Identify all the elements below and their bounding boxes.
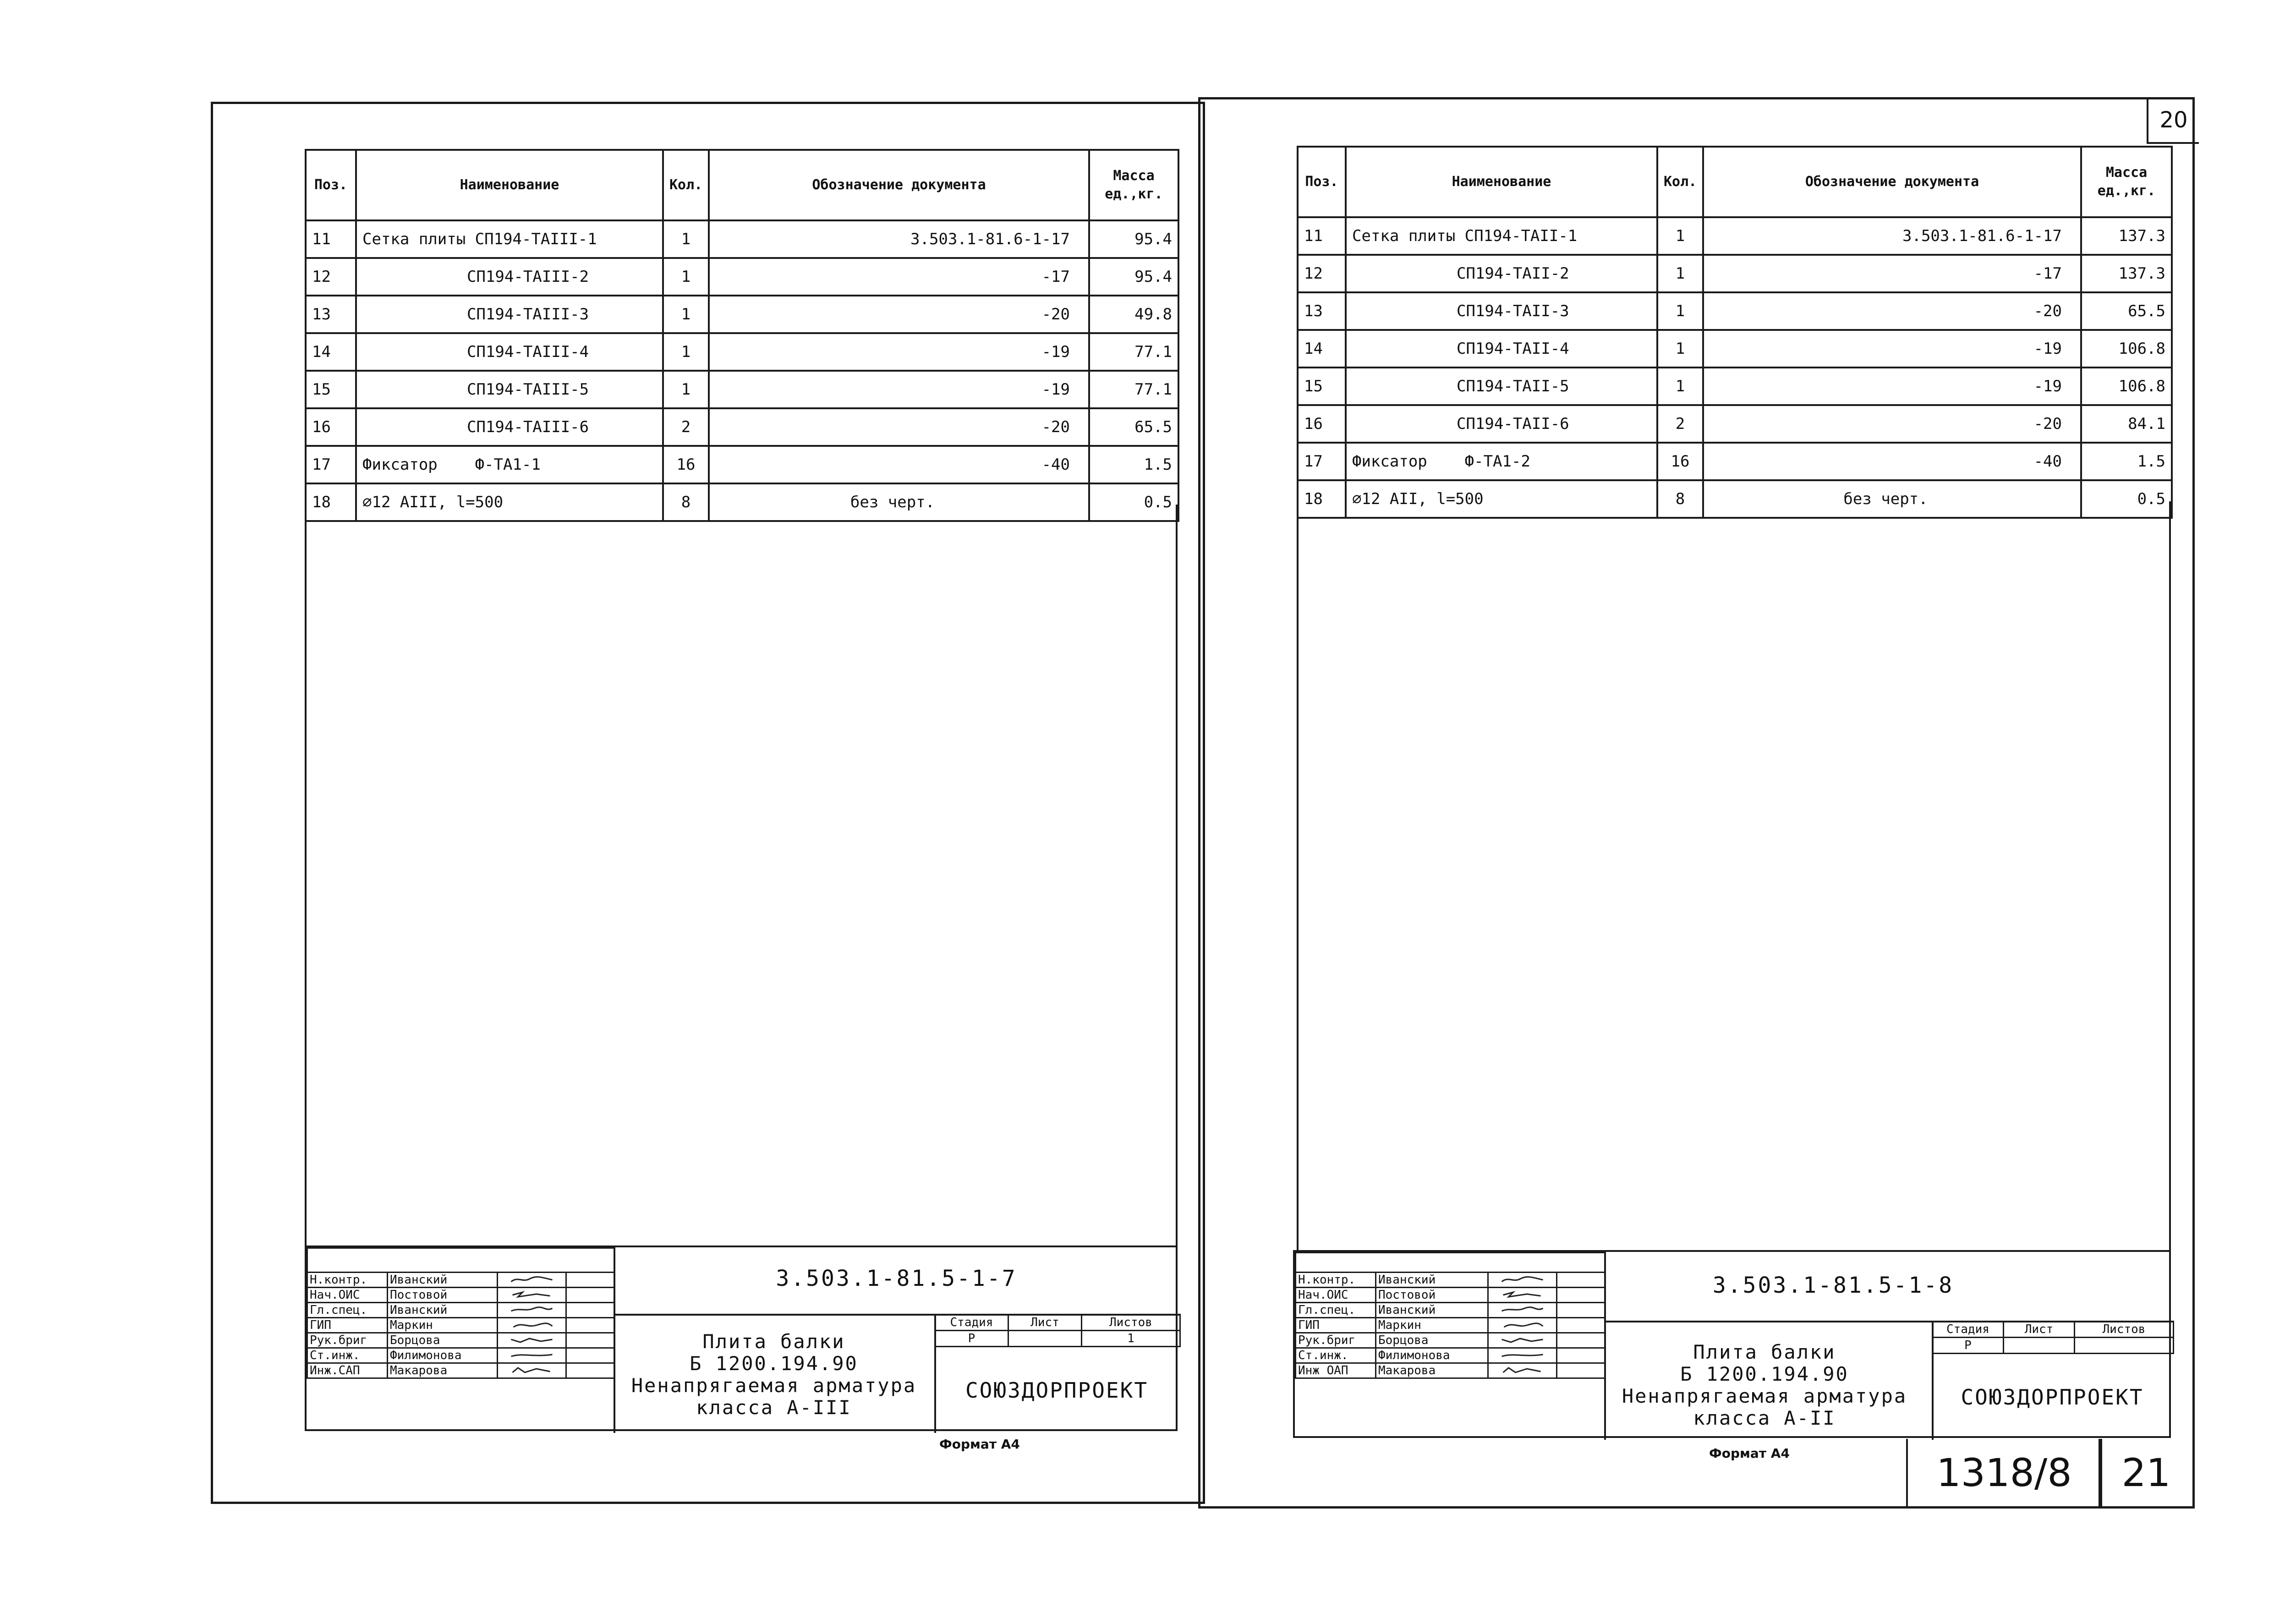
table-row: 18 ∅12 АIII, l=500 8 без черт. 0.5	[306, 483, 1178, 521]
signature-row: Н.контр. Иванский	[307, 1273, 614, 1288]
table-row: 17 Фиксатор Ф-ТА1-2 16 -40 1.5	[1298, 443, 2172, 480]
col-name: Наименование	[356, 150, 663, 220]
table-row: 13 СП194-ТАII-3 1 -20 65.5	[1298, 292, 2172, 330]
signature	[1488, 1333, 1557, 1348]
table-row: 12 СП194-ТАIII-2 1 -17 95.4	[306, 258, 1178, 296]
table-row: 16 СП194-ТАIII-6 2 -20 65.5	[306, 408, 1178, 446]
signature	[498, 1363, 566, 1378]
signature-row: Нач.ОИС Постовой	[1296, 1288, 1605, 1303]
col-doc: Обозначение документа	[1703, 147, 2081, 217]
signature	[498, 1333, 566, 1348]
right-organization: СОЮЗДОРПРОЕКТ	[1961, 1385, 2144, 1410]
col-pos: Поз.	[1298, 147, 1346, 217]
left-document-code: 3.503.1-81.5-1-7	[776, 1266, 1017, 1291]
table-row: 11 Сетка плиты СП194-ТАII-1 1 3.503.1-81.6-1-17 137.3	[1298, 217, 2172, 255]
table-row: 17 Фиксатор Ф-ТА1-1 16 -40 1.5	[306, 446, 1178, 483]
signature-row: Гл.спец. Иванский	[1296, 1303, 1605, 1318]
top-page-number: 20	[2147, 99, 2199, 144]
signature-row: ГИП Маркин	[307, 1318, 614, 1333]
right-stage-table: Стадия Лист Листов Р	[1932, 1321, 2174, 1354]
signature-row: Гл.спец. Иванский	[307, 1303, 614, 1318]
right-drawing-title: Плита балки Б 1200.194.90 Ненапрягаемая арматура класса А-II	[1622, 1341, 1907, 1429]
col-doc: Обозначение документа	[709, 150, 1089, 220]
signature-row: Инж.САП Макарова	[307, 1363, 614, 1378]
right-spec-blank-area	[1297, 501, 2171, 1251]
signature	[1488, 1318, 1557, 1333]
signature-row: Ст.инж. Филимонова	[1296, 1348, 1605, 1363]
table-row: 14 СП194-ТАIII-4 1 -19 77.1	[306, 333, 1178, 371]
signature	[1488, 1363, 1557, 1378]
left-spec-blank-area	[305, 505, 1178, 1247]
table-row: 12 СП194-ТАII-2 1 -17 137.3	[1298, 255, 2172, 292]
table-row: 15 СП194-ТАIII-5 1 -19 77.1	[306, 371, 1178, 408]
signature	[498, 1318, 566, 1333]
signature-row: Рук.бриг Борцова	[307, 1333, 614, 1348]
col-pos: Поз.	[306, 150, 356, 220]
signature-row: Нач.ОИС Постовой	[307, 1288, 614, 1303]
right-document-code: 3.503.1-81.5-1-8	[1712, 1273, 1954, 1298]
signature	[1488, 1288, 1557, 1303]
col-kol: Кол.	[1657, 147, 1703, 217]
col-mass: Масса ед.,кг.	[1089, 150, 1178, 220]
right-spec-table	[1297, 146, 2173, 519]
signature	[1488, 1348, 1557, 1363]
right-title-block	[1293, 1250, 2171, 1438]
table-row: 15 СП194-ТАII-5 1 -19 106.8	[1298, 368, 2172, 405]
table-row: 14 СП194-ТАII-4 1 -19 106.8	[1298, 330, 2172, 368]
col-name: Наименование	[1346, 147, 1657, 217]
left-spec-table	[305, 149, 1179, 522]
left-organization: СОЮЗДОРПРОЕКТ	[965, 1378, 1149, 1403]
signature-row: Инж ОАП Макарова	[1296, 1363, 1605, 1378]
table-row: 11 Сетка плиты СП194-ТАIII-1 1 3.503.1-81.6-1-17 95.4	[306, 220, 1178, 258]
left-stage-table: Стадия Лист Листов Р 1	[934, 1314, 1181, 1347]
col-mass: Масса ед.,кг.	[2081, 147, 2172, 217]
signature-row: Рук.бриг Борцова	[1296, 1333, 1605, 1348]
table-row: 16 СП194-ТАII-6 2 -20 84.1	[1298, 405, 2172, 443]
table-row: 13 СП194-ТАIII-3 1 -20 49.8	[306, 296, 1178, 333]
signature	[1488, 1273, 1557, 1288]
signature	[498, 1273, 566, 1288]
signature	[498, 1303, 566, 1318]
signature-row: Н.контр. Иванский	[1296, 1273, 1605, 1288]
signature-row: ГИП Маркин	[1296, 1318, 1605, 1333]
bottom-page-number: 21	[2099, 1439, 2192, 1507]
left-title-block	[305, 1245, 1178, 1431]
signature-row: Ст.инж. Филимонова	[307, 1348, 614, 1363]
album-number: 1318/8	[1906, 1439, 2102, 1507]
right-signature-grid	[1295, 1252, 1606, 1379]
signature	[498, 1348, 566, 1363]
signature	[498, 1288, 566, 1303]
table-row: 18 ∅12 АII, l=500 8 без черт. 0.5	[1298, 480, 2172, 518]
signature	[1488, 1303, 1557, 1318]
right-format-label: Формат А4	[1709, 1446, 1790, 1461]
left-drawing-title: Плита балки Б 1200.194.90 Ненапрягаемая арматура класса А-III	[631, 1330, 917, 1419]
left-format-label: Формат А4	[939, 1437, 1020, 1452]
col-kol: Кол.	[663, 150, 709, 220]
left-signature-grid	[307, 1247, 615, 1379]
